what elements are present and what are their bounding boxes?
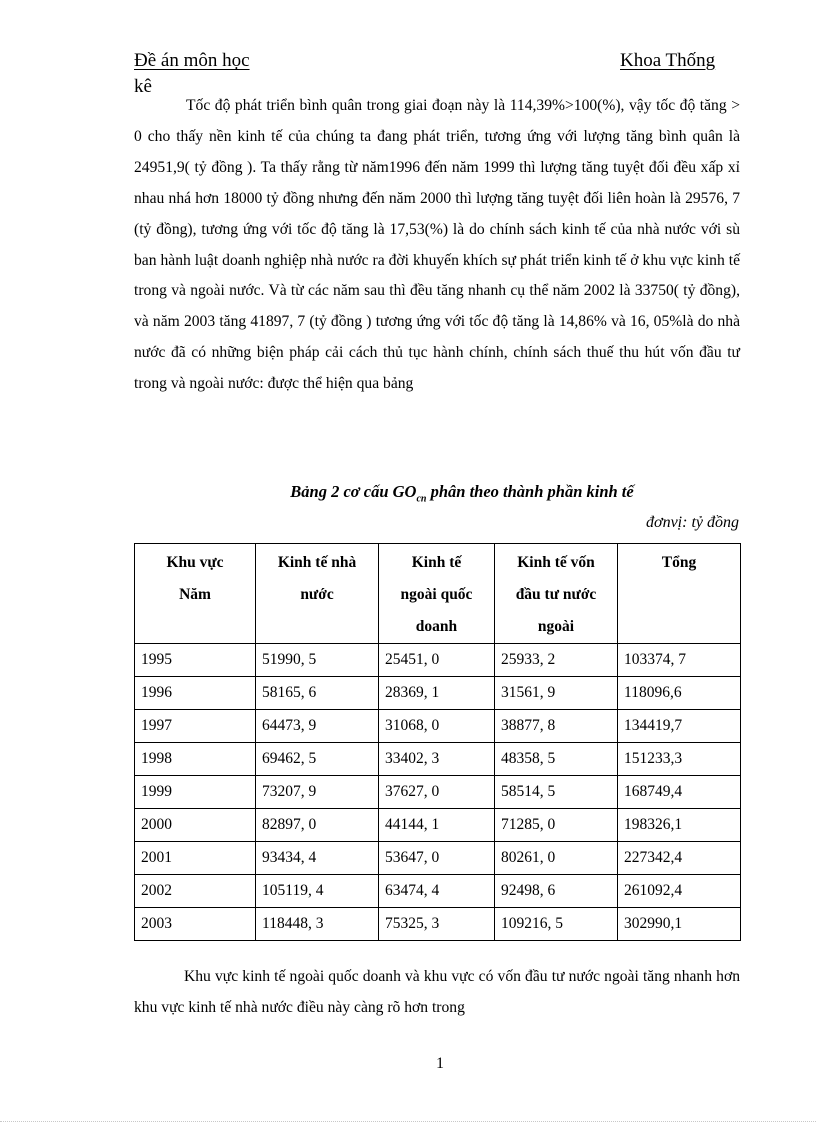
header-cell-region-year — [135, 544, 256, 644]
table-row — [135, 677, 741, 710]
body-paragraph-1: Tốc độ phát triển bình quân trong giai đoạn này là 114,39%>100(%), vậy tốc độ tăng > 0 cho thấy nền kinh tế của chúng ta đang phát triển, tương ứng với lượng tăng bình quân là 24951,9( tỷ đồng ). Ta thấy rằng từ năm1996 đến năm 1999 thì lượng tăng tuyệt đối đều xấp xỉ nhau nhá hơn 18000 tỷ đồng nhưng đến năm 2000 thì lượng tăng tuyệt đối liên hoàn là 29576, 7 (tỷ đồng), tương ứng với tốc độ tăng là 17,53(%) là do chính sách kinh tế của nhà nước với sù ban hành luật doanh nghiệp nhà nước ra đời khuyến khích sự phát triển kinh tế ở khu vực kinh tế trong và ngoài nước. Và từ các năm sau thì đều tăng nhanh cụ thể năm 2002 là 33750( tỷ đồng), và năm 2003 tăng 41897, 7 (tỷ đồng ) tương ứng với tốc độ tăng là 14,86% và 16, 05%là do nhà nước đã có những biện pháp cải cách thủ tục hành chính, chính sách thuế thu hút vốn đầu tư trong và ngoài nước: được thể hiện qua bảng — [134, 97, 740, 393]
header-text: Khu vực — [166, 554, 224, 571]
cell-non-state: 44144, 1 — [379, 809, 495, 842]
table-unit-note: đơnvị: tỷ đồng — [646, 514, 739, 531]
header-text: doanh — [415, 618, 458, 635]
gdp-structure-table — [134, 543, 741, 941]
cell-non-state: 33402, 3 — [379, 743, 495, 776]
cell-total: 261092,4 — [618, 875, 741, 908]
cell-total: 168749,4 — [618, 776, 741, 809]
header-text: Kinh tế — [411, 554, 462, 571]
cell-total: 103374, 7 — [618, 644, 741, 677]
cell-total: 134419,7 — [618, 710, 741, 743]
table-row — [135, 776, 741, 809]
body-paragraph-2: Khu vực kinh tế ngoài quốc doanh và khu vực có vốn đầu tư nước ngoài tăng nhanh hơn khu vực kinh tế nhà nước điều này càng rõ hơn trong — [134, 968, 740, 1016]
table-title-subscript: cn — [416, 493, 427, 505]
cell-state: 51990, 5 — [256, 644, 379, 677]
cell-non-state: 75325, 3 — [379, 908, 495, 941]
table-row — [135, 743, 741, 776]
cell-non-state: 63474, 4 — [379, 875, 495, 908]
table-row — [135, 710, 741, 743]
cell-state: 73207, 9 — [256, 776, 379, 809]
cell-foreign: 58514, 5 — [494, 776, 617, 809]
page-bottom-divider — [0, 1121, 816, 1122]
cell-year: 2002 — [135, 875, 256, 908]
header-cell-total — [618, 544, 741, 644]
cell-non-state: 53647, 0 — [379, 842, 495, 875]
cell-total: 227342,4 — [618, 842, 741, 875]
table-row — [135, 842, 741, 875]
table-title — [134, 482, 790, 504]
header-text: nước — [300, 586, 334, 603]
cell-state: 58165, 6 — [256, 677, 379, 710]
cell-foreign: 80261, 0 — [494, 842, 617, 875]
table-row — [135, 875, 741, 908]
cell-state: 93434, 4 — [256, 842, 379, 875]
header-text: đầu tư nước — [515, 586, 597, 603]
cell-total: 118096,6 — [618, 677, 741, 710]
header-left-title: Đề án môn học — [134, 50, 250, 71]
cell-foreign: 38877, 8 — [494, 710, 617, 743]
header-text: Kinh tế nhà — [277, 554, 357, 571]
cell-state: 69462, 5 — [256, 743, 379, 776]
cell-non-state: 25451, 0 — [379, 644, 495, 677]
cell-state: 82897, 0 — [256, 809, 379, 842]
cell-year: 1997 — [135, 710, 256, 743]
header-right-continuation: kê — [134, 76, 152, 97]
table-title-rest: phân theo thành phần kinh tế — [426, 482, 634, 501]
cell-foreign: 25933, 2 — [494, 644, 617, 677]
cell-non-state: 37627, 0 — [379, 776, 495, 809]
header-text: ngoài — [537, 618, 575, 635]
header-text: ngoài quốc — [400, 586, 473, 603]
cell-year: 2000 — [135, 809, 256, 842]
cell-year: 1999 — [135, 776, 256, 809]
cell-state: 64473, 9 — [256, 710, 379, 743]
cell-state: 118448, 3 — [256, 908, 379, 941]
table-title-main: Bảng 2 cơ cấu GO — [290, 482, 417, 501]
cell-total: 198326,1 — [618, 809, 741, 842]
header-cell-foreign-investment — [494, 544, 617, 644]
table-row — [135, 644, 741, 677]
header-text: Kinh tế vốn — [517, 554, 595, 571]
header-text: Tổng — [661, 554, 697, 571]
header-right-title: Khoa Thống — [620, 50, 716, 71]
header-text: Năm — [179, 586, 211, 603]
cell-year: 1998 — [135, 743, 256, 776]
cell-foreign: 71285, 0 — [494, 809, 617, 842]
table-row — [135, 809, 741, 842]
cell-non-state: 28369, 1 — [379, 677, 495, 710]
header-cell-state-economy — [256, 544, 379, 644]
cell-foreign: 48358, 5 — [494, 743, 617, 776]
table-row — [135, 908, 741, 941]
cell-foreign: 92498, 6 — [494, 875, 617, 908]
cell-state: 105119, 4 — [256, 875, 379, 908]
cell-total: 151233,3 — [618, 743, 741, 776]
cell-foreign: 31561, 9 — [494, 677, 617, 710]
page-number: 1 — [436, 1055, 444, 1072]
table-header-row — [135, 544, 741, 644]
cell-year: 2003 — [135, 908, 256, 941]
cell-year: 1995 — [135, 644, 256, 677]
cell-year: 1996 — [135, 677, 256, 710]
cell-year: 2001 — [135, 842, 256, 875]
cell-non-state: 31068, 0 — [379, 710, 495, 743]
cell-foreign: 109216, 5 — [494, 908, 617, 941]
header-cell-non-state-economy — [379, 544, 495, 644]
cell-total: 302990,1 — [618, 908, 741, 941]
